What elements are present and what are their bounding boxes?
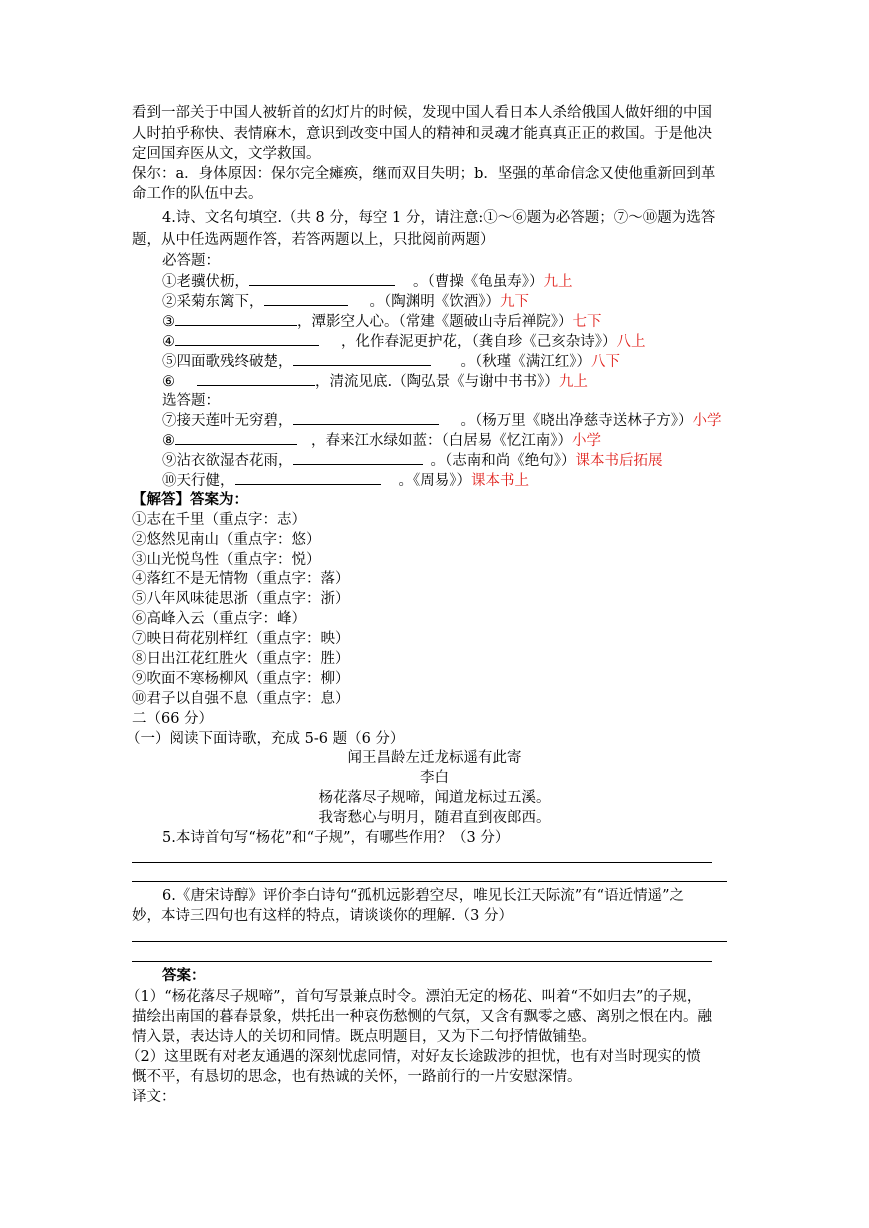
item-source: 。（曹操《龟虽寿》）	[413, 274, 544, 290]
answer-8: ⑧日出江花红胜火（重点字：胜）	[132, 651, 350, 667]
item-source: ，清流见底.（陶弘景《与谢中书书》）	[315, 374, 559, 390]
answer-text-4: （2）这里既有对老友通遇的深刻忧虑同情，对好友长途跋涉的担忧，也有对当时现实的愤	[126, 1049, 701, 1065]
fill-item-3	[162, 311, 602, 332]
answer-heading: 【解答】答案为：	[132, 491, 248, 508]
intro-line-5: 命工作的队伍中去。	[132, 186, 263, 202]
answer-blank	[175, 311, 297, 326]
item-text: ⑦接天莲叶无穷碧，	[162, 413, 293, 429]
item-source: ，春来江水绿如蓝：（白居易《忆江南》）	[311, 433, 572, 449]
answer-blank	[293, 351, 431, 366]
translation-label: 译文：	[132, 1089, 176, 1105]
answer-blank	[293, 450, 423, 465]
item-source: 。（杨万里《晓出净慈寺送林子方》）	[460, 413, 693, 429]
item-text: ④	[162, 334, 175, 350]
answer-6: ⑥高峰入云（重点字：峰）	[132, 611, 306, 627]
grade-note: 八下	[591, 354, 620, 370]
intro-line-4: 保尔：a．身体原因：保尔完全瘫痪，继而双目失明；b．坚强的革命信念又使他重新回到革	[132, 166, 716, 182]
answer-1: ①志在千里（重点字：志）	[132, 512, 306, 528]
answer-blank	[264, 291, 348, 306]
item-text: ⑨沾衣欲湿杏花雨，	[162, 453, 293, 469]
fill-item-4	[162, 331, 646, 352]
fill-item-10	[162, 470, 529, 491]
item-text: ②采菊东篱下，	[162, 294, 264, 310]
answer-9: ⑨吹面不寒杨柳风（重点字：柳）	[132, 671, 350, 687]
question-6-line-1: 6.《唐宋诗醇》评价李白诗句“孤机远影碧空尽，唯见长江天际流”有“语近情遥”之	[162, 888, 684, 904]
answer-7: ⑦映日荷花别样红（重点字：映）	[132, 631, 350, 647]
item-text: ⑥	[162, 374, 175, 390]
section-2-1-heading: （一）阅读下面诗歌，充成 5-6 题（6 分）	[126, 731, 405, 747]
answer-line	[132, 941, 727, 942]
answer-3: ③山光悦鸟性（重点字：悦）	[132, 552, 321, 568]
fill-item-2	[162, 291, 529, 312]
answer-10: ⑩君子以自强不息（重点字：息）	[132, 691, 350, 707]
answer-blank	[249, 271, 395, 286]
question-6-line-2: 妙，本诗三四句也有这样的特点，请谈谈你的理解.（3 分）	[132, 908, 513, 924]
answer-line	[132, 961, 712, 962]
answer-blank	[175, 430, 297, 445]
item-source: ，化作春泥更护花，（龚自珍《己亥杂诗》）	[341, 334, 617, 350]
item-source: 。（陶渊明《饮酒》）	[369, 294, 500, 310]
fill-item-8	[162, 430, 601, 451]
answer-blank	[175, 331, 319, 346]
fill-item-7	[162, 410, 722, 431]
fill-item-5	[162, 351, 620, 372]
item-text: ⑧	[162, 433, 175, 449]
answer-label: 答案：	[162, 967, 206, 984]
poem-author: 李白	[420, 770, 449, 786]
fill-item-9	[162, 450, 663, 471]
answer-blank	[235, 470, 381, 485]
answer-text-5: 慨不平，有恳切的思念，也有热诚的关怀，一路前行的一片安慰深情。	[132, 1069, 582, 1085]
grade-note: 课本书后拓展	[575, 453, 663, 469]
answer-text-3: 情入景，表达诗人的关切和同情。既点明题目，又为下二句抒情做铺垫。	[132, 1029, 596, 1045]
grade-note: 小学	[572, 433, 601, 449]
grade-note: 九上	[558, 374, 588, 390]
question-5: 5.本诗首句写“杨花”和“子规”，有哪些作用？（3 分）	[162, 830, 510, 846]
optional-label: 选答题：	[162, 393, 220, 409]
item-source: ，潭影空人心。（常建《题破山寺后禅院》）	[297, 314, 573, 330]
answer-5: ⑤八年风味徒思浙（重点字：浙）	[132, 591, 350, 607]
grade-note: 课本书上	[471, 473, 529, 489]
grade-note: 七下	[572, 314, 602, 330]
grade-note: 九下	[500, 294, 529, 310]
grade-note: 八上	[616, 334, 646, 350]
item-text: ⑩天行健，	[162, 473, 235, 489]
grade-note: 九上	[543, 274, 573, 290]
answer-line	[132, 862, 712, 863]
fill-item-6	[162, 371, 588, 392]
poem-line-1: 杨花落尽子规啼，闻道龙标过五溪。	[318, 790, 551, 806]
item-source: 。（志南和尚《绝句》）	[430, 453, 576, 469]
answer-text-1: （1）“杨花落尽子规啼”，首句写景兼点时令。漂泊无定的杨花、叫着“不如归去”的子规，	[126, 989, 702, 1005]
section-2-heading: 二（66 分）	[132, 711, 214, 727]
q4-instruction-1: 4.诗、文名句填空.（共 8 分，每空 1 分，请注意:①～⑥题为必答题；⑦～⑩题为选答	[162, 210, 716, 226]
answer-line	[132, 881, 727, 882]
grade-note: 小学	[692, 413, 722, 429]
answer-blank	[293, 410, 439, 425]
item-text: ①老骥伏枥，	[162, 274, 249, 290]
item-text: ③	[162, 314, 175, 330]
poem-line-2: 我寄愁心与明月，随君直到夜郎西。	[318, 810, 551, 826]
answer-blank	[197, 371, 315, 386]
item-source: 。（秋瑾《满江红》）	[460, 354, 591, 370]
intro-line-3: 定回国弃医从文，文学救国。	[132, 146, 321, 162]
fill-item-1	[162, 271, 573, 292]
answer-text-2: 描绘出南国的暮春景象，烘托出一种哀伤愁恻的气氛，又含有飘零之感、离别之恨在内。融	[132, 1009, 712, 1025]
q4-instruction-2: 题，从中任选两题作答，若答两题以上，只批阅前两题）	[132, 232, 495, 248]
item-text: ⑤四面歌残终破楚，	[162, 354, 293, 370]
intro-line-1: 看到一部关于中国人被斩首的幻灯片的时候，发现中国人看日本人杀给俄国人做奸细的中国	[132, 105, 712, 121]
item-source: 。《周易》）	[398, 473, 471, 489]
intro-line-2: 人时拍乎称快、表情麻木，意识到改变中国人的精神和灵魂才能真真正正的救国。于是他决	[132, 126, 712, 142]
answer-4: ④落红不是无情物（重点字：落）	[132, 571, 350, 587]
poem-title: 闻王昌龄左迁龙标遥有此寄	[347, 750, 522, 766]
required-label: 必答题：	[162, 253, 220, 269]
answer-2: ②悠然见南山（重点字：悠）	[132, 532, 321, 548]
